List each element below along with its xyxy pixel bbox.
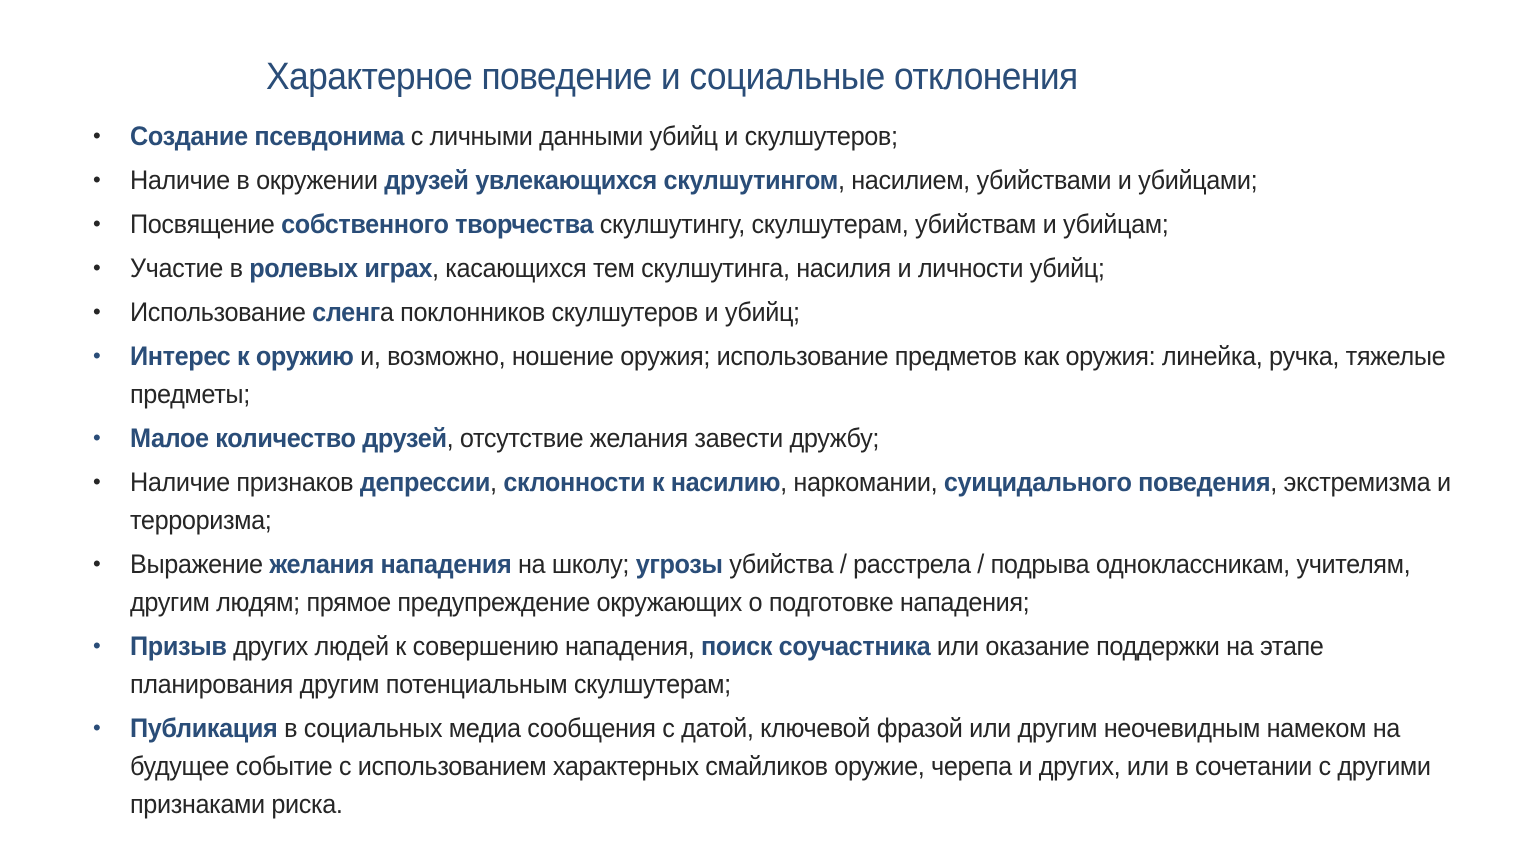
plain-text: с личными данными убийц и скулшутеров;	[404, 121, 898, 151]
list-item	[90, 249, 1490, 287]
list-item	[90, 545, 1490, 621]
slide-title: Характерное поведение и социальные отклонения	[266, 56, 1078, 98]
item-text	[130, 709, 1486, 823]
bullet-list	[90, 117, 1490, 829]
plain-text: убийства / расстрела / подрыва одноклассникам, учителям, другим людям; прямое предупреждение окружающих о подготовке нападения;	[130, 549, 1411, 617]
item-text	[130, 293, 1486, 331]
item-text	[130, 545, 1486, 621]
highlight-text: угрозы	[635, 549, 723, 579]
item-text	[130, 161, 1486, 199]
plain-text: других людей к совершению нападения,	[226, 631, 702, 661]
item-text	[130, 205, 1486, 243]
list-item	[90, 627, 1490, 703]
bullet-icon: •	[93, 123, 101, 148]
plain-text: в социальных медиа сообщения с датой, ключевой фразой или другим неочевидным намеком на будущее событие с использованием характерных смайликов оружие, черепа и других, или в сочетании с другими признаками риска.	[130, 713, 1431, 819]
item-text	[130, 249, 1486, 287]
list-item	[90, 205, 1490, 243]
plain-text: и, возможно, ношение оружия; использование предметов как оружия: линейка, ручка, тяжелые предметы;	[130, 341, 1446, 409]
highlight-text: Публикация	[130, 713, 278, 743]
highlight-text: склонности к насилию	[503, 467, 781, 497]
highlight-text: ролевых играх	[249, 253, 433, 283]
plain-text: скулшутингу, скулшутерам, убийствам и убийцам;	[593, 209, 1169, 239]
bullet-icon: •	[93, 167, 101, 192]
list-item	[90, 161, 1490, 199]
highlight-text: Создание псевдонима	[130, 121, 405, 151]
plain-text: , наркомании,	[780, 467, 944, 497]
plain-text: Выражение	[130, 549, 270, 579]
bullet-icon: •	[93, 211, 101, 236]
highlight-text: суицидального поведения	[943, 467, 1271, 497]
bullet-icon: •	[93, 343, 101, 368]
list-item	[90, 117, 1490, 155]
plain-text: или оказание поддержки на этапе планирования другим потенциальным скулшутерам;	[130, 631, 1324, 699]
plain-text: Наличие признаков	[130, 467, 360, 497]
plain-text: ,	[490, 467, 504, 497]
list-item	[90, 463, 1490, 539]
plain-text: , отсутствие желания завести дружбу;	[446, 423, 879, 453]
highlight-text: желания нападения	[269, 549, 512, 579]
highlight-text: Малое количество друзей	[130, 423, 447, 453]
plain-text: Наличие в окружении	[130, 165, 385, 195]
bullet-icon: •	[93, 469, 101, 494]
highlight-text: поиск соучастника	[701, 631, 931, 661]
bullet-icon: •	[93, 299, 101, 324]
bullet-icon: •	[93, 633, 101, 658]
highlight-text: сленг	[312, 297, 380, 327]
item-text	[130, 419, 1486, 457]
plain-text: Посвящение	[130, 209, 282, 239]
highlight-text: депрессии	[359, 467, 491, 497]
list-item	[90, 709, 1490, 823]
item-text	[130, 117, 1486, 155]
highlight-text: Интерес к оружию	[130, 341, 354, 371]
bullet-icon: •	[93, 255, 101, 280]
item-text	[130, 337, 1486, 413]
plain-text: Участие в	[130, 253, 250, 283]
plain-text: на школу;	[511, 549, 636, 579]
item-text	[130, 627, 1486, 703]
plain-text: Использование	[130, 297, 313, 327]
highlight-text: друзей увлекающихся скулшутингом	[384, 165, 838, 195]
plain-text: , насилием, убийствами и убийцами;	[837, 165, 1258, 195]
bullet-icon: •	[93, 425, 101, 450]
list-item	[90, 419, 1490, 457]
bullet-icon: •	[93, 551, 101, 576]
plain-text: а поклонников скулшутеров и убийц;	[379, 297, 800, 327]
plain-text: , экстремизма и терроризма;	[130, 467, 1451, 535]
list-item	[90, 293, 1490, 331]
plain-text: , касающихся тем скулшутинга, насилия и личности убийц;	[432, 253, 1105, 283]
list-item	[90, 337, 1490, 413]
highlight-text: собственного творчества	[281, 209, 594, 239]
highlight-text: Призыв	[130, 631, 227, 661]
item-text	[130, 463, 1486, 539]
bullet-icon: •	[93, 715, 101, 740]
